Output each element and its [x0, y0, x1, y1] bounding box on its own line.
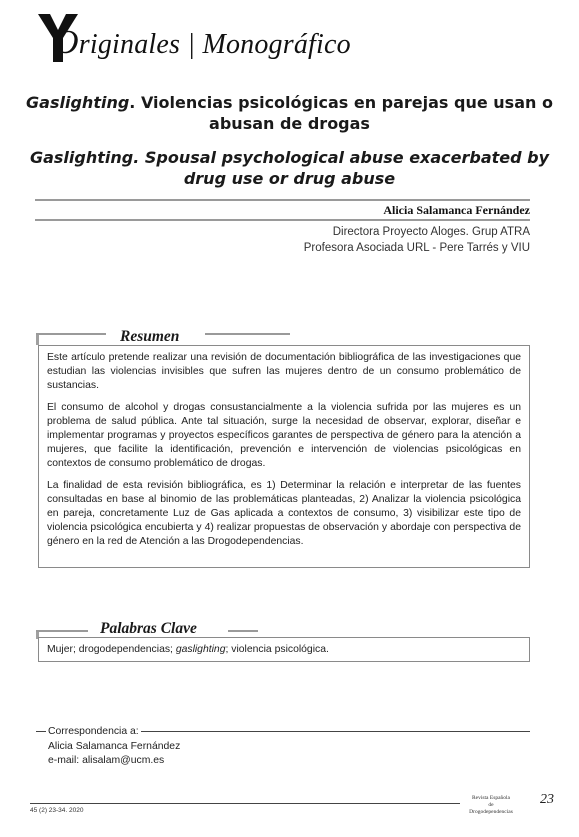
- journal-name: [462, 795, 520, 816]
- section-header: [54, 24, 351, 62]
- summary-heading: Resumen: [120, 328, 180, 345]
- section-name: riginales: [78, 29, 181, 60]
- keywords-box-rule-right: [228, 630, 258, 632]
- keywords-box-rule-left: [36, 630, 88, 632]
- keywords-box: [38, 637, 530, 662]
- summary-paragraph: El consumo de alcohol y drogas consustancialmente a la violencia sufrida por las mujeres es un problema de salud pública. Ante tal situación, surge la necesidad de observar, explorar, diseñar e implementar programas y proyectos específicos garantes de perspectiva de género para la atención a mujeres, que facilite la identificación, prevención e intervención de violencias psicológicas en contextos de consumo problemático de drogas.: [47, 402, 521, 469]
- summary-box-rule-left: [36, 333, 106, 335]
- page-number: 23: [540, 792, 554, 807]
- article-title-english: Gaslighting. Spousal psychological abuse exacerbated by drug use or drug abuse: [29, 148, 550, 188]
- keywords-heading: Palabras Clave: [100, 620, 197, 637]
- section-initial: O: [54, 24, 79, 61]
- summary-box: [38, 345, 530, 568]
- author-divider-bottom: [35, 219, 530, 221]
- journal-name-line: Drogodependencias: [469, 809, 513, 815]
- affiliation-line: Directora Proyecto Aloges. Grup ATRA: [332, 226, 530, 238]
- correspondence-email[interactable]: e-mail: alisalam@ucm.es: [48, 755, 165, 766]
- summary-box-rule-right: [205, 333, 290, 335]
- author-divider-top: [35, 199, 530, 201]
- correspondence-label: Correspondencia a:: [48, 726, 139, 737]
- summary-paragraph: La finalidad de esta revisión bibliográfica, es 1) Determinar la relación e interpretar de las fuentes consultadas en base al binomio de las problemáticas planteadas, 2) Analizar la violencia psicológica en pareja, concretamente Luz de Gas aplicada a contextos de consumo, 3) visibilizar este tipo de violencia psicológica encubierta y 4) realizar propuestas de observación y abordaje con perspectiva de género en la red de Atención a las Drogodependencias.: [47, 480, 521, 547]
- summary-paragraph: Este artículo pretende realizar una revisión de documentación bibliográfica de las investigaciones que estudian las violencias invisibles que sufren las mujeres dentro de un consumo problemático de sustancias.: [47, 352, 521, 391]
- section-separator: |: [180, 29, 203, 60]
- footer-divider: [30, 803, 460, 804]
- journal-name-line: de: [488, 802, 494, 808]
- article-title-spanish: [20, 92, 559, 134]
- issue-info: 45 (2) 23-34. 2020: [30, 807, 84, 814]
- affiliation-line: Profesora Asociada URL - Pere Tarrés y VIU: [303, 242, 530, 254]
- section-type: Monográfico: [202, 29, 351, 60]
- title-es-italic: Gaslighting: [26, 93, 130, 112]
- keywords-text-end: ; violencia psicológica.: [225, 644, 329, 655]
- journal-name-line: Revista Española: [471, 795, 511, 801]
- keywords-text: Mujer; drogodependencias;: [47, 644, 176, 655]
- correspondence-name: Alicia Salamanca Fernández: [48, 741, 181, 752]
- author-name: Alicia Salamanca Fernández: [383, 203, 530, 217]
- title-es-rest: . Violencias psicológicas en parejas que usan o abusan de drogas: [129, 93, 553, 133]
- keyword-italic: gaslighting: [175, 644, 226, 655]
